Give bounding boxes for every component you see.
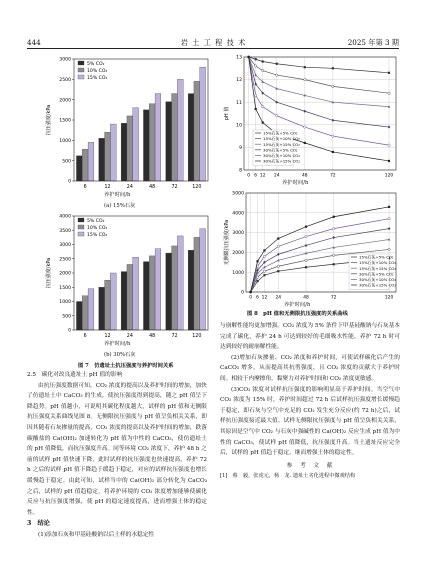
data-point	[256, 280, 258, 282]
data-point	[276, 63, 278, 65]
legend-label: 10% CO₂	[87, 225, 108, 231]
right-body	[220, 321, 400, 459]
bar	[110, 124, 116, 181]
right-column	[220, 321, 400, 482]
legend-label: 30%石灰+10% CO₂	[359, 277, 396, 282]
x-tick-label: 120	[192, 185, 202, 190]
bar	[127, 116, 133, 181]
x-tick-label: 120	[384, 173, 394, 178]
data-point	[388, 238, 391, 241]
data-point	[388, 92, 390, 94]
data-point	[304, 78, 306, 80]
data-point	[254, 74, 257, 77]
x-tick-label: 48	[303, 295, 309, 300]
data-point	[256, 260, 258, 262]
y-tick-label: 1500	[59, 285, 71, 291]
data-point	[305, 259, 307, 261]
data-point	[250, 291, 252, 293]
data-point	[262, 106, 264, 108]
data-point	[254, 65, 256, 67]
bar	[127, 264, 133, 330]
data-point	[331, 119, 334, 122]
legend-swatch	[78, 232, 84, 236]
data-point	[262, 121, 264, 123]
bar	[200, 229, 206, 330]
data-point	[277, 270, 279, 272]
legend-swatch	[78, 75, 84, 79]
y-tick-label: 0	[68, 328, 71, 334]
bar	[82, 296, 88, 330]
y-tick-label: 3000	[232, 231, 244, 237]
data-point	[388, 218, 390, 220]
x-tick-label: 0	[249, 295, 253, 300]
x-tick-label: 48	[149, 334, 156, 339]
bar	[188, 94, 194, 181]
chart-fig8-ph	[222, 52, 402, 178]
legend-label: 15%石灰+15% CO₂	[263, 141, 300, 147]
bar	[172, 246, 178, 330]
data-point	[263, 270, 265, 272]
x-tick-label: 24	[126, 185, 133, 190]
bar	[99, 138, 105, 181]
fig8-caption: 图 8 pH 值和无侧限抗压强度的关系曲线	[247, 311, 348, 317]
bar	[121, 272, 127, 330]
reference-1: [1] 蔡 毅，张虎元，杨 龙. 遗址土劣化进程中微观结构	[220, 473, 356, 480]
data-point	[304, 126, 306, 128]
data-point	[388, 227, 391, 230]
bar	[88, 142, 94, 181]
legend-swatch	[78, 218, 84, 222]
data-point	[305, 226, 307, 228]
y-tick-label: 0	[68, 179, 71, 185]
y-axis-label: pH 值	[224, 106, 230, 121]
legend-label: 30%石灰+5% CO₂	[359, 271, 394, 277]
chart-fig8-strength	[222, 188, 402, 300]
y-tick-label: 2500	[59, 257, 71, 263]
legend-label: 15%石灰+5% CO₂	[359, 254, 394, 260]
x-tick-label: 0	[247, 173, 251, 178]
x-tick-label: 12	[259, 173, 266, 178]
bar	[194, 81, 200, 181]
bar	[172, 94, 178, 181]
x-tick-label: 6	[83, 185, 87, 190]
legend-swatch	[78, 61, 84, 65]
data-point	[276, 115, 278, 117]
bar	[82, 149, 88, 181]
bar	[133, 108, 139, 181]
chart-fig7b	[44, 212, 214, 339]
data-point	[248, 56, 250, 58]
data-point	[277, 253, 280, 256]
data-point	[263, 249, 265, 251]
legend-swatch	[78, 225, 84, 229]
x-tick-label: 6	[83, 334, 87, 339]
y-tick-label: 500	[62, 314, 71, 320]
y-tick-label: 10	[236, 123, 242, 129]
legend-label: 15%石灰+10% CO₂	[359, 260, 396, 266]
bar	[143, 110, 149, 181]
data-point	[388, 206, 390, 208]
y-tick-label: 1500	[59, 118, 71, 124]
legend-label: 15% CO₂	[87, 232, 108, 238]
legend-label: 15% CO₂	[87, 75, 108, 81]
bar	[155, 94, 161, 181]
bar	[76, 156, 82, 181]
data-point	[388, 72, 390, 74]
y-tick-label: 9	[239, 146, 242, 151]
legend-label: 30%石灰+5% CO₂	[263, 147, 298, 153]
header-rule	[27, 48, 399, 49]
fig7-caption: 图 7 仿遗址土抗压强度与养护时间关系	[78, 363, 174, 369]
issue-label: 2025 年第 3 期	[347, 38, 399, 47]
y-tick-label: 4000	[59, 214, 71, 220]
y-tick-label: 12	[236, 78, 242, 84]
fig7b-xlabel: 养护时间/h	[104, 341, 131, 347]
data-point	[262, 69, 264, 71]
data-point	[263, 255, 265, 257]
x-tick-label: 24	[275, 295, 282, 300]
x-tick-label: 120	[384, 295, 394, 300]
legend-label: 15%石灰+10% CO₂	[263, 136, 300, 142]
conclusion-1-cont: 与崩解性能均更加增强。CO₂ 浓度为 5% 条件下甲基硅酸钠与石灰基本完成了碳化，养护 24 h 可达到较好的毛细吸水性能，养护 72 h 时可达到较好的耐崩解性能。	[220, 323, 400, 351]
y-tick-label: 2000	[59, 271, 71, 277]
chart-fig7a	[44, 55, 214, 190]
bar	[121, 123, 127, 181]
data-point	[277, 245, 279, 247]
legend-label: 30%石灰+15% CO₂	[263, 158, 300, 164]
y-tick-label: 1000	[59, 138, 71, 144]
bar	[105, 280, 111, 330]
data-point	[305, 244, 308, 247]
x-tick-label: 72	[171, 185, 178, 190]
page-number: 444	[27, 38, 41, 47]
y-tick-label: 4000	[232, 211, 244, 217]
data-point	[388, 160, 390, 162]
data-point	[277, 265, 279, 267]
bar	[105, 132, 111, 181]
journal-title: 岩 土 工 程 技 术	[180, 38, 247, 47]
section-2-5-heading: 2.5 碳化对改良遗址土 pH 值的影响	[27, 372, 123, 378]
y-tick-label: 8	[239, 168, 242, 174]
data-point	[276, 74, 278, 76]
bar	[149, 256, 155, 330]
bar	[200, 67, 206, 181]
x-tick-label: 12	[104, 334, 111, 339]
data-point	[332, 236, 335, 239]
x-tick-label: 12	[261, 295, 268, 300]
y-tick-label: 3000	[59, 57, 71, 63]
legend-label: 30%石灰+15% CO₂	[359, 282, 396, 288]
y-tick-label: 1000	[232, 270, 244, 276]
data-point	[332, 227, 334, 229]
y-axis-label: 无侧限抗压强度/kPa	[224, 219, 230, 266]
data-point	[262, 60, 264, 62]
data-point	[275, 101, 278, 104]
x-tick-label: 72	[330, 295, 337, 300]
legend-label: 15%石灰+5% CO₂	[263, 130, 298, 136]
x-tick-label: 72	[171, 334, 178, 339]
legend-label: 5% CO₂	[87, 218, 105, 224]
y-tick-label: 2000	[232, 251, 244, 256]
data-point	[332, 135, 334, 137]
y-tick-label: 500	[62, 159, 71, 165]
y-tick-label: 2500	[59, 77, 71, 83]
x-tick-label: 72	[330, 173, 336, 178]
data-point	[305, 235, 307, 237]
data-point	[303, 110, 306, 113]
bar	[149, 104, 155, 181]
y-tick-label: 11	[236, 100, 242, 106]
x-tick-label: 24	[126, 334, 133, 339]
section-3-heading: 3 结论	[27, 520, 50, 528]
legend-label: 15%石灰+15% CO₂	[359, 265, 396, 271]
x-tick-label: 12	[104, 185, 111, 190]
bar	[110, 273, 116, 330]
bar	[133, 257, 139, 330]
conclusion-first-line: (1)添加石灰和甲基硅酸钠以后土样的水稳定性	[38, 531, 155, 538]
data-point	[388, 144, 390, 146]
series-line	[249, 57, 389, 107]
data-point	[332, 67, 334, 69]
left-body	[27, 381, 207, 519]
fig7a-caption: (a) 15%石灰	[104, 203, 136, 209]
bar	[99, 287, 105, 330]
legend-label: 30%石灰+10% CO₂	[263, 153, 300, 158]
data-point	[277, 237, 279, 239]
bar	[188, 250, 194, 330]
x-tick-label: 6	[256, 295, 259, 300]
data-point	[332, 254, 334, 256]
fig7b-caption: (b) 30%石灰	[104, 352, 136, 358]
series-line	[249, 57, 389, 73]
bar	[177, 236, 183, 330]
bar	[166, 253, 172, 330]
y-tick-label: 2000	[59, 98, 71, 104]
y-tick-label: 3000	[59, 243, 71, 249]
y-tick-label: 5000	[232, 191, 244, 197]
conclusion-3: (3)CO₂ 浓度对试样抗压强度的影响明显高于养护时间。当空气中 CO₂ 浓度为 15% 时，养护时间超过 72 h 后试样抗压强度增长缓慢趋于稳定，即石灰与空气中充足的 CO₂ 发生充分反应(约 72 h)之后，试样抗压强度接近最大值。试样无侧限抗压强度与 pH 值呈负相关关系，其原因是空气中 CO₂ 与石灰中强碱性的 Ca(OH)₂ 反应生成 pH 值为中性的 CaCO₃，使试样 pH 值降低，抗压强度升高。当土遗址反应完全后，试样的 pH 值趋于稳定，继而增强土体的稳定性。	[220, 386, 400, 457]
x-tick-label: 120	[192, 334, 202, 339]
y-axis-label: 抗压强度/kPa	[46, 257, 52, 289]
bar	[155, 249, 161, 330]
y-tick-label: 13	[236, 55, 242, 61]
x-tick-label: 48	[302, 173, 308, 178]
conclusion-2: (2)增加石灰掺量、CO₂ 浓度和养护时间，可使试样碳化后产生的 CaCO₃ 增多，从而提高其抗剪强度，且 CO₂ 浓度的贡献大于养护时间。相较于内摩擦角，黏聚力对养护时间和 CO₂ 浓度更敏感。	[220, 354, 400, 382]
data-point	[388, 126, 391, 129]
data-point	[255, 108, 257, 110]
legend-swatch	[78, 68, 84, 72]
data-point	[333, 263, 335, 265]
left-paragraph: 由抗压强度数据可知，CO₂ 浓度的提高以及养护时间的增加，加快了仿遗址土中 CaCO₃ 的生成，使抗压强度得到提高，随之 pH 值呈下降趋势。pH 值越小，可说明其碳化程度越大，试样的 pH 值和无侧限抗压强度关系曲线见图 8。无侧限抗压强度与 pH 值呈负相关关系，即因其随着石灰掺量的提高，CO₂ 浓度的提高以及养护时间的增加，跌落碳酸盐的 Ca(OH)₂ 加速转化为 pH 值为中性的 CaCO₃，使仿遗址土的 pH 值降低，而抗压强度升高。同等环境 CO₂ 浓度下，养护 48 h 之前的试样 pH 值快速下降，此时试样的抗压强度也快速提高，养护 72 h 之后的试样 pH 值下降趋于缓趋于稳定，对应的试样抗压强度也增长缓慢趋于稳定。由此可知，试样当中的 Ca(OH)₂ 部分转化为 CaCO₃ 之后，试样的 pH 值趋稳定，将养护环境的 CO₂ 浓度增加能够使碳化反应与抗压强度增强，使 pH 的稳定速度提高，进而增强土体的稳定性。	[27, 382, 207, 516]
bar	[166, 102, 172, 181]
y-tick-label: 1000	[59, 300, 71, 306]
data-point	[332, 151, 334, 153]
data-point	[333, 216, 335, 218]
legend-label: 10% CO₂	[87, 68, 108, 74]
bar	[177, 79, 183, 181]
fig8-ph-xlabel: 养护时间/h	[282, 180, 309, 186]
x-tick-label: 6	[254, 173, 258, 178]
left-column	[27, 370, 207, 541]
data-point	[332, 85, 334, 87]
y-tick-label: 3500	[59, 228, 71, 234]
fig8-strength-xlabel: 养护时间/h	[284, 302, 311, 308]
bar	[194, 237, 200, 330]
y-axis-label: 抗压强度/kPa	[46, 104, 52, 136]
data-point	[388, 248, 390, 250]
bar	[76, 302, 82, 331]
x-tick-label: 24	[273, 173, 280, 178]
y-tick-label: 0	[241, 290, 244, 296]
data-point	[263, 274, 265, 276]
bar	[143, 262, 149, 330]
references-heading: 参 考 文 献	[286, 462, 334, 469]
bar	[88, 289, 94, 330]
data-point	[304, 142, 306, 144]
fig7a-xlabel: 养护时间/h	[104, 192, 131, 198]
x-tick-label: 48	[149, 185, 156, 190]
data-point	[304, 66, 306, 68]
data-point	[305, 266, 307, 268]
data-point	[255, 58, 257, 60]
legend-label: 5% CO₂	[87, 61, 105, 67]
data-point	[254, 94, 256, 96]
